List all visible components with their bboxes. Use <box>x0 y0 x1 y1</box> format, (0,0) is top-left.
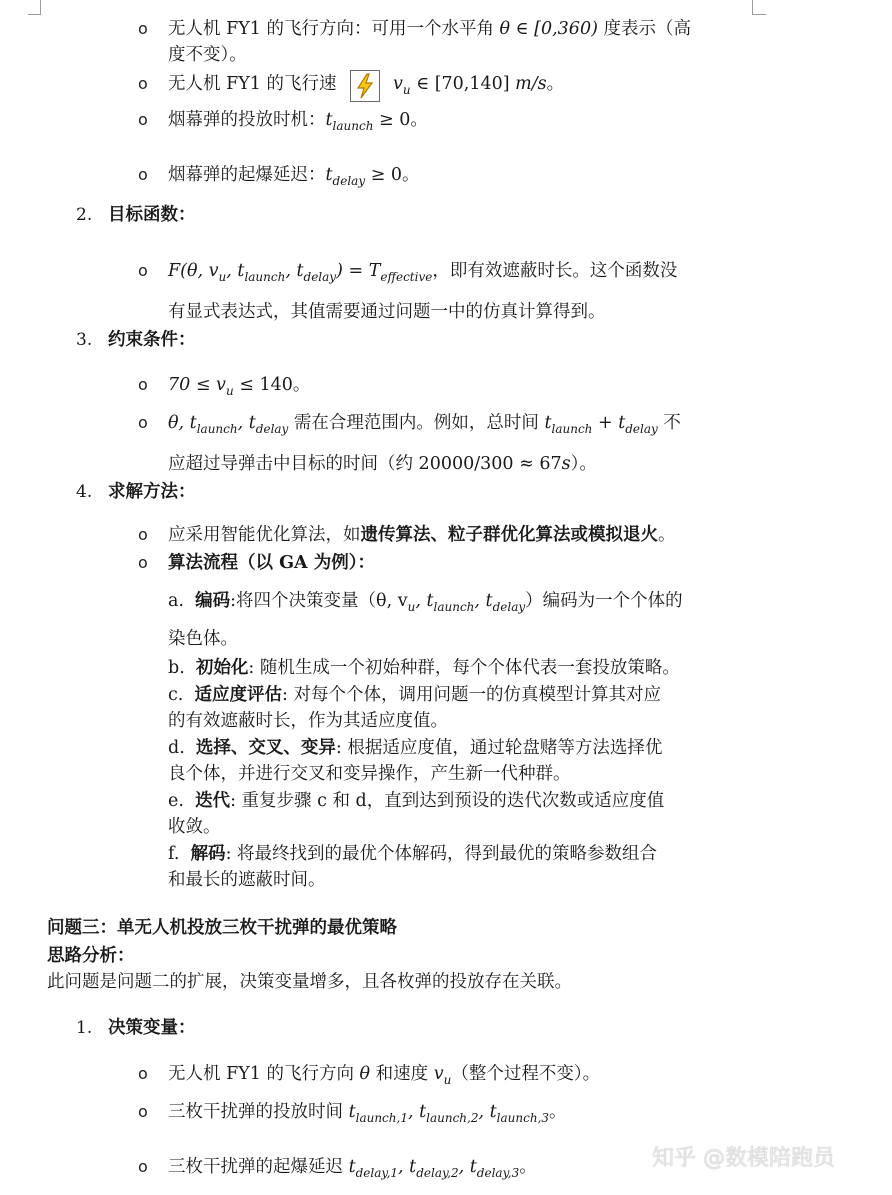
list-item-continuation: 有显式表达式，其值需要通过问题一中的仿真计算得到。 <box>168 302 606 322</box>
list-item: 三枚干扰弹的起爆延迟 $t_{delay,1}$, $t_{delay,2}$, $t_{delay,3}$。 <box>168 1157 537 1180</box>
algorithm-step: d. 选择、交叉、变异: 根据适应度值，通过轮盘赌等方法选择优 <box>168 738 663 758</box>
analysis-text: 此问题是问题二的扩展，决策变量增多，且各枚弹的投放存在关联。 <box>47 972 572 992</box>
list-item-continuation: 应超过导弹击中目标的时间（约 20000/300 ≈ 67s）。 <box>168 454 597 474</box>
section-title: 决策变量： <box>108 1018 196 1038</box>
lightning-icon[interactable] <box>350 70 380 102</box>
list-bullet: o <box>138 110 148 129</box>
list-bullet: o <box>138 1064 148 1083</box>
page-corner-mark <box>28 14 41 15</box>
list-item: 应采用智能优化算法，如遗传算法、粒子群优化算法或模拟退火。 <box>168 525 676 545</box>
list-item: 烟幕弹的起爆延迟：$t_{delay} \ge 0$。 <box>168 165 420 188</box>
page-corner-mark <box>752 0 753 14</box>
list-bullet: o <box>138 413 148 432</box>
list-number: 1. <box>76 1018 93 1038</box>
algorithm-step-continuation: 和最长的遮蔽时间。 <box>168 870 326 890</box>
list-item: 无人机 FY1 的飞行方向：可用一个水平角 θ ∈ [0,360) 度表示（高 <box>168 19 691 39</box>
algorithm-step: e. 迭代: 重复步骤 c 和 d，直到达到预设的迭代次数或适应度值 <box>168 791 665 811</box>
watermark: 知乎 @数模陪跑员 <box>652 1146 835 1171</box>
list-bullet: o <box>138 1102 148 1121</box>
list-bullet: o <box>138 375 148 394</box>
list-number: 4. <box>76 482 93 502</box>
list-bullet: o <box>138 1157 148 1176</box>
algorithm-step-continuation: 的有效遮蔽时长，作为其适应度值。 <box>168 711 448 731</box>
list-bullet: o <box>138 553 148 572</box>
problem-heading: 问题三：单无人机投放三枚干扰弹的最优策略 <box>47 918 397 938</box>
list-item: 烟幕弹的投放时机：$t_{launch} \ge 0$。 <box>168 110 428 133</box>
list-bullet: o <box>138 19 148 38</box>
algorithm-step-continuation: 收敛。 <box>168 817 221 837</box>
algorithm-step-continuation: 染色体。 <box>168 629 238 649</box>
page-corner-mark <box>40 0 41 14</box>
list-bullet: o <box>138 261 148 280</box>
constraint-speed: $70 \le v_u \le 140$。 <box>168 375 311 398</box>
algorithm-step: f. 解码: 将最终找到的最优个体解码，得到最优的策略参数组合 <box>168 844 658 864</box>
speed-range: $v_u$ ∈ [70,140] m/s。 <box>393 74 565 97</box>
page-corner-mark <box>752 14 766 15</box>
section-title: 目标函数： <box>108 205 196 225</box>
list-item: 无人机 FY1 的飞行方向 θ 和速度 $v_u$（整个过程不变）。 <box>168 1064 601 1087</box>
section-title: 约束条件： <box>108 330 196 350</box>
algorithm-step: c. 适应度评估: 对每个个体，调用问题一的仿真模型计算其对应 <box>168 685 661 705</box>
constraint-time: θ, $t_{launch}$, $t_{delay}$ 需在合理范围内。例如，总时间 $t_{launch} + t_{delay}$ 不 <box>168 413 681 436</box>
list-item: 三枚干扰弹的投放时间 $t_{launch,1}$, $t_{launch,2}$, $t_{launch,3}$。 <box>168 1102 567 1125</box>
algorithm-step: b. 初始化: 随机生成一个初始种群，每个个体代表一套投放策略。 <box>168 658 680 678</box>
objective-function: F(θ, $v_u$, $t_{launch}$, $t_{delay}) = T_{effective}$，即有效遮蔽时长。这个函数没 <box>168 261 678 284</box>
algorithm-step: a. 编码:将四个决策变量（θ, $v_u$, $t_{launch}$, $t_{delay}$）编码为一个个体的 <box>168 591 683 614</box>
section-title: 求解方法： <box>108 482 196 502</box>
list-bullet: o <box>138 525 148 544</box>
algorithm-step-continuation: 良个体，并进行交叉和变异操作，产生新一代种群。 <box>168 764 571 784</box>
list-item: 无人机 FY1 的飞行速 <box>168 74 337 94</box>
analysis-label: 思路分析： <box>47 946 135 966</box>
list-item-continuation: 度不变）。 <box>168 45 247 65</box>
list-item: 算法流程（以 GA 为例）： <box>168 553 375 573</box>
list-number: 3. <box>76 330 93 350</box>
list-bullet: o <box>138 165 148 184</box>
list-bullet: o <box>138 74 148 93</box>
list-number: 2. <box>76 205 93 225</box>
